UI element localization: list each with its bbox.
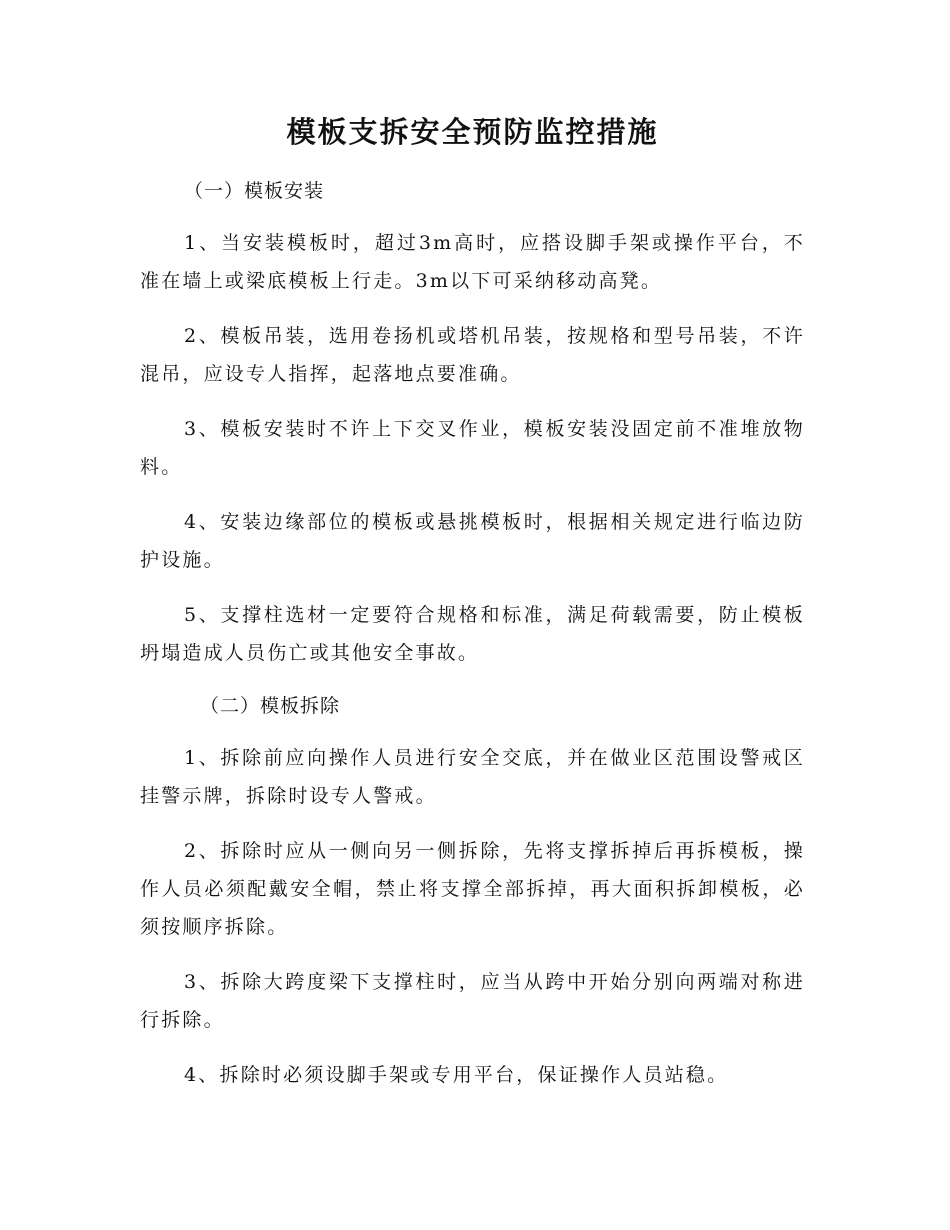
section-installation [140,174,805,672]
document-page [140,110,805,1111]
paragraph: 4、拆除时必须设脚手架或专用平台，保证操作人员站稳。 [184,1064,729,1086]
paragraph: 3、拆除大跨度梁下支撑柱时，应当从跨中开始分别向两端对称进行拆除。 [140,971,805,1031]
section-removal [140,689,805,1094]
section-heading: （一）模板安装 [184,180,325,202]
document-title: 模板支拆安全预防监控措施 [286,115,659,149]
paragraph: 3、模板安装时不许上下交叉作业，模板安装没固定前不准堆放物料。 [140,418,805,478]
paragraph: 4、安装边缘部位的模板或悬挑模板时，根据相关规定进行临边防护设施。 [140,511,805,571]
paragraph: 2、拆除时应从一侧向另一侧拆除，先将支撑拆掉后再拆模板，操作人员必须配戴安全帽，禁止将支撑全部拆掉，再大面积拆卸模板，必须按顺序拆除。 [140,840,805,938]
paragraph: 1、当安装模板时，超过3m高时，应搭设脚手架或操作平台，不准在墙上或梁底模板上行走。3m以下可采纳移动高凳。 [140,232,805,292]
paragraph: 5、支撑柱选材一定要符合规格和标准，满足荷载需要，防止模板坍塌造成人员伤亡或其他安全事故。 [140,604,805,664]
section-heading: （二）模板拆除 [200,695,341,717]
paragraph: 2、模板吊装，选用卷扬机或塔机吊装，按规格和型号吊装，不许混吊，应设专人指挥，起落地点要准确。 [140,325,805,385]
paragraph: 1、拆除前应向操作人员进行安全交底，并在做业区范围设警戒区挂警示牌，拆除时设专人警戒。 [140,747,805,807]
